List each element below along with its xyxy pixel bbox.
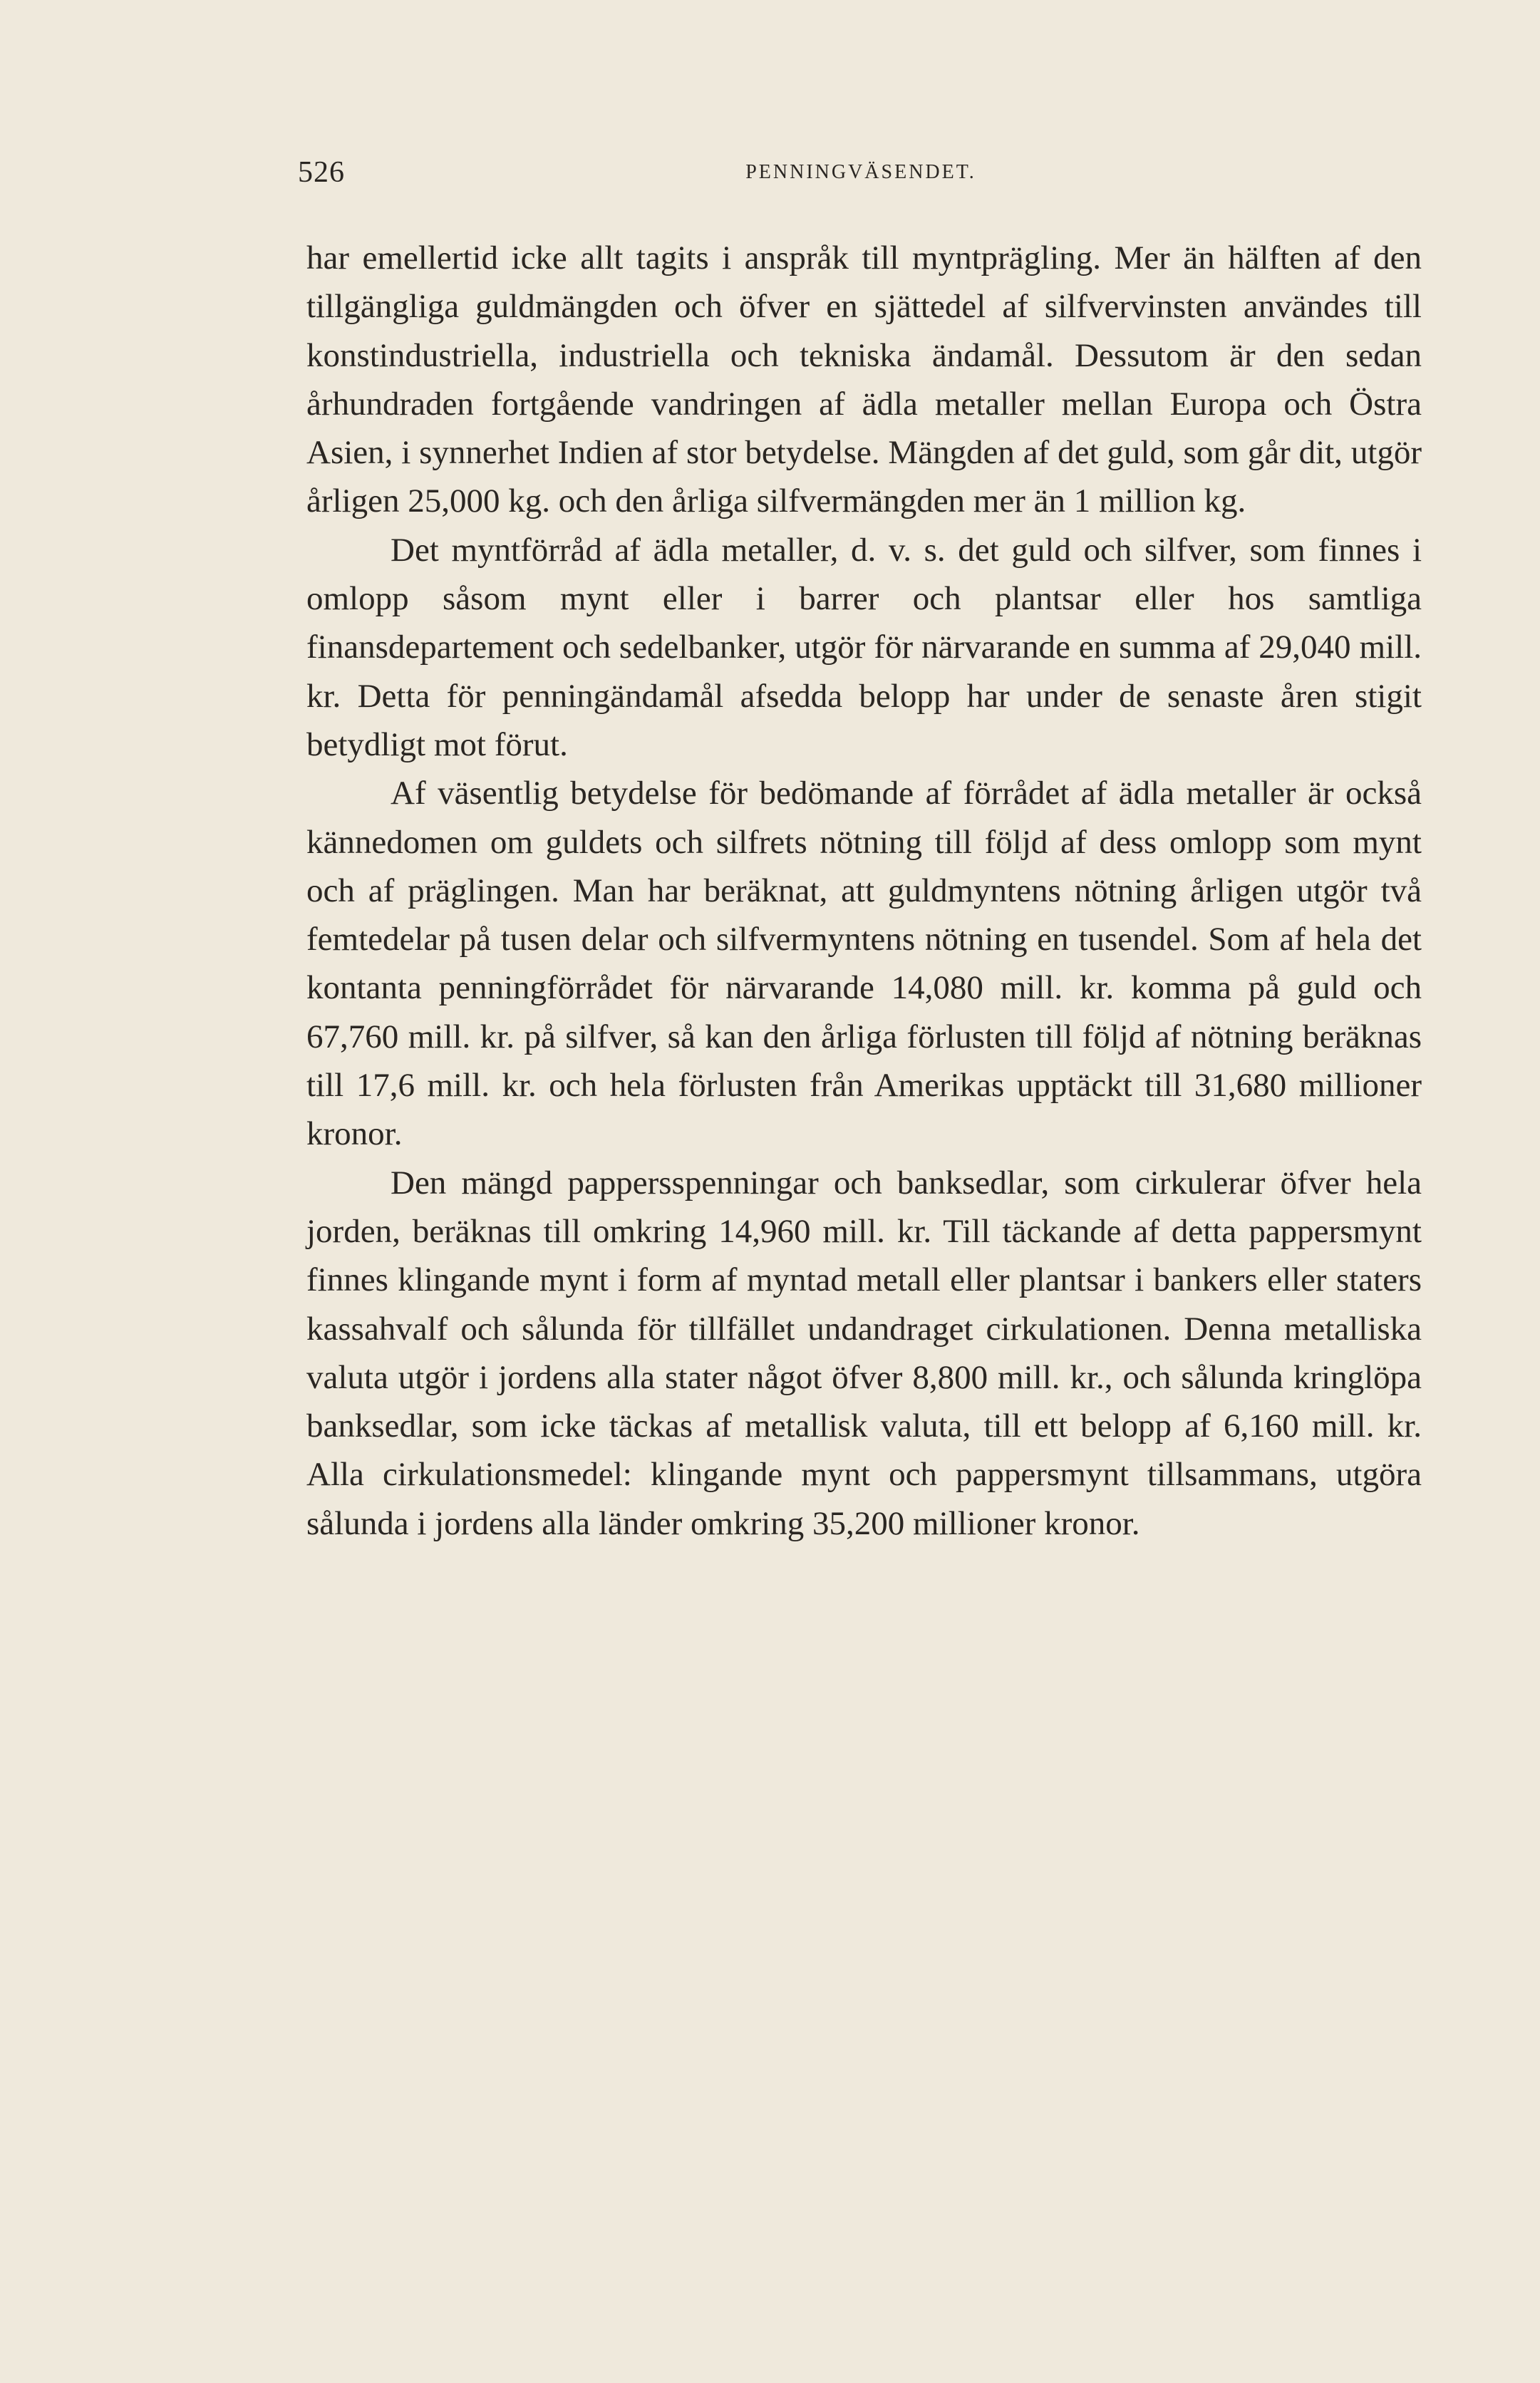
page-header [298, 155, 1424, 198]
running-head: PENNINGVÄSENDET. [745, 161, 976, 183]
paragraph-continued: har emellertid icke allt tagits i anspråk till myntprägling. Mer än hälften af den tillgängliga guldmängden och öfver en sjättedel af silfvervinsten användes till konstindustriella, industriella och tekniska ändamål. Dessutom är den sedan århundraden fortgående vandringen af ädla metaller mellan Europa och Östra Asien, i synnerhet Indien af stor betydelse. Mängden af det guld, som går dit, utgör årligen 25,000 kg. och den årliga silfvermängden mer än 1 million kg. [306, 239, 1422, 520]
paragraph-papperspenningar: Den mängd pappersspenningar och banksedlar, som cirkulerar öfver hela jorden, beräknas till omkring 14,960 mill. kr. Till täckande af detta pappersmynt finnes klingande mynt i form af myntad metall eller plantsar i bankers eller staters kassahvalf och sålunda för tillfället undandraget cirkulationen. Denna metalliska valuta utgör i jordens alla stater något öfver 8,800 mill. kr., och sålunda kringlöpa banksedlar, som icke täckas af metallisk valuta, till ett belopp af 6,160 mill. kr. Alla cirkulationsmedel: klingande mynt och pappersmynt tillsammans, utgöra sålunda i jordens alla länder omkring 35,200 millioner kronor. [306, 1164, 1422, 1542]
paragraph-notning: Af väsentlig betydelse för bedömande af förrådet af ädla metaller är också kännedomen om guldets och silfrets nötning till följd af dess omlopp som mynt och af präglingen. Man har beräknat, att guldmyntens nötning årligen utgör två femtedelar på tusen delar och silfvermyntens nötning en tusendel. Som af hela det kontanta penningförrådet för närvarande 14,080 mill. kr. komma på guld och 67,760 mill. kr. på silfver, så kan den årliga förlusten till följd af nötning beräknas till 17,6 mill. kr. och hela förlusten från Amerikas upptäckt till 31,680 millioner kronor. [306, 775, 1422, 1153]
body-text [306, 234, 1422, 1548]
page-number: 526 [298, 156, 345, 189]
paragraph-myntforrad: Det myntförråd af ädla metaller, d. v. s. det guld och silfver, som finnes i omlopp såsom mynt eller i barrer och plantsar eller hos samtliga finansdepartement och sedelbanker, utgör för närvarande en summa af 29,040 mill. kr. Detta för penningändamål afsedda belopp har under de senaste åren stigit betydligt mot förut. [306, 531, 1422, 763]
